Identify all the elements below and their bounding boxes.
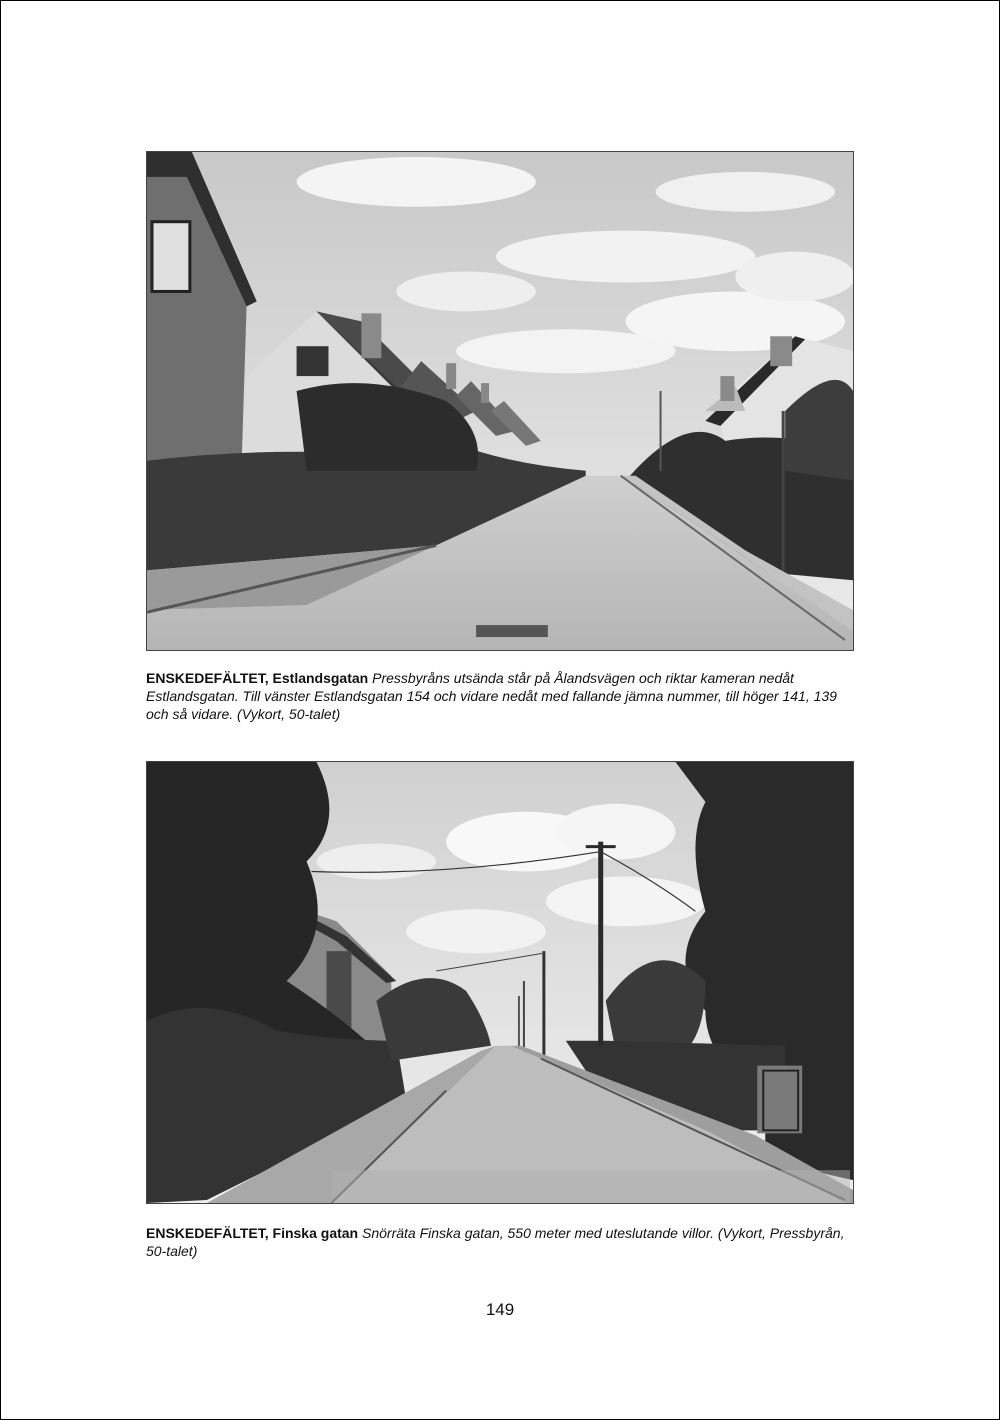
caption-text: Snörräta Finska gatan, 550 meter med uteslutande villor. (Vykort, Pressbyrån, 50-talet) xyxy=(146,1225,845,1259)
page-number: 149 xyxy=(485,1300,515,1319)
caption-title: ENSKEDEFÄLTET, Finska gatan xyxy=(146,1225,359,1241)
caption-text: Pressbyråns utsända står på Ålandsvägen och riktar kameran nedåt Estlandsgatan. Till vänster Estlandsgatan 154 och vidare nedåt med fallande jämna nummer, till höger 141, 139 och så vidare. (Vykort, 50-talet) xyxy=(146,670,837,722)
caption-estlandsgatan xyxy=(146,669,858,723)
caption-title: ENSKEDEFÄLTET, Estlandsgatan xyxy=(146,670,369,686)
photo-finska-gatan xyxy=(146,761,854,1204)
photo-estlandsgatan xyxy=(146,151,854,651)
caption-finska-gatan xyxy=(146,1224,858,1260)
